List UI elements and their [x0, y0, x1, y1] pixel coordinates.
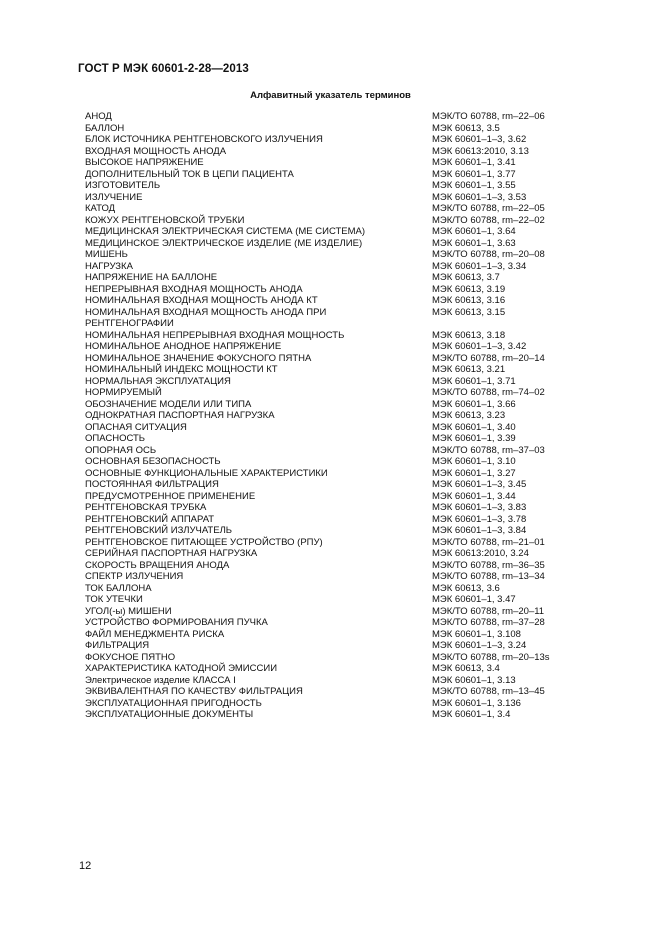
index-reference: МЭК 60601–1, 3.41	[432, 157, 516, 168]
index-entry	[85, 675, 585, 687]
term-index	[85, 111, 585, 721]
index-entry	[85, 514, 585, 526]
index-reference: МЭК 60601–1, 3.39	[432, 433, 516, 444]
index-term: ЭКСПЛУАТАЦИОННАЯ ПРИГОДНОСТЬ	[85, 697, 262, 709]
index-reference: МЭК/ТО 60788, rm–13–45	[432, 686, 545, 697]
index-entry	[85, 456, 585, 468]
index-reference: МЭК/ТО 60788, rm–22–05	[432, 203, 545, 214]
index-entry	[85, 249, 585, 261]
index-reference: МЭК 60601–1, 3.108	[432, 628, 521, 640]
index-term: ВЫСОКОЕ НАПРЯЖЕНИЕ	[85, 157, 204, 168]
index-term: ДОПОЛНИТЕЛЬНЫЙ ТОК В ЦЕПИ ПАЦИЕНТА	[85, 168, 294, 180]
index-term: АНОД	[85, 111, 112, 122]
index-reference: МЭК 60601–1, 3.66	[432, 398, 516, 410]
index-term: НОМИНАЛЬНЫЙ ИНДЕКС МОЩНОСТИ КТ	[85, 364, 278, 375]
index-entry	[85, 272, 585, 284]
index-reference: МЭК 60601–1–3, 3.24	[432, 640, 527, 651]
index-reference: МЭК 60601–1–3, 3.45	[432, 479, 527, 490]
index-entry	[85, 364, 585, 376]
index-reference: МЭК 60613, 3.21	[432, 364, 506, 375]
index-entry	[85, 560, 585, 572]
index-entry	[85, 238, 585, 250]
index-reference: МЭК 60601–1–3, 3.84	[432, 525, 527, 536]
index-entry	[85, 215, 585, 227]
index-entry	[85, 640, 585, 652]
index-term: ЭКВИВАЛЕНТНАЯ ПО КАЧЕСТВУ ФИЛЬТРАЦИЯ	[85, 686, 303, 697]
index-entry	[85, 422, 585, 434]
index-term: НАПРЯЖЕНИЕ НА БАЛЛОНЕ	[85, 272, 218, 283]
index-entry	[85, 594, 585, 606]
index-term: КОЖУХ РЕНТГЕНОВСКОЙ ТРУБКИ	[85, 214, 245, 226]
index-entry	[85, 491, 585, 503]
index-reference: МЭК/ТО 60788, rm–20–14	[432, 352, 545, 364]
index-reference: МЭК/ТО 60788, rm–74–02	[432, 387, 545, 398]
index-term: ОПАСНАЯ СИТУАЦИЯ	[85, 421, 187, 433]
index-reference: МЭК/ТО 60788, rm–20–11	[432, 605, 545, 617]
index-entry	[85, 387, 585, 399]
index-reference: МЭК 60601–1, 3.71	[432, 375, 516, 387]
index-reference: МЭК 60613, 3.7	[432, 272, 500, 283]
index-term: ПРЕДУСМОТРЕННОЕ ПРИМЕНЕНИЕ	[85, 490, 256, 502]
index-reference: МЭК 60601–1, 3.10	[432, 456, 516, 467]
index-reference: МЭК 60601–1, 3.77	[432, 168, 516, 180]
index-entry	[85, 537, 585, 549]
index-reference: МЭК/ТО 60788, rm–37–28	[432, 617, 545, 628]
index-entry	[85, 617, 585, 629]
index-reference: МЭК 60613, 3.18	[432, 329, 506, 341]
index-reference: МЭК 60613:2010, 3.24	[432, 548, 529, 559]
index-entry	[85, 479, 585, 491]
page-number: 12	[79, 860, 92, 872]
index-term: СЕРИЙНАЯ ПАСПОРТНАЯ НАГРУЗКА	[85, 548, 258, 559]
index-term: ФАЙЛ МЕНЕДЖМЕНТА РИСКА	[85, 628, 225, 640]
index-entry	[85, 468, 585, 480]
index-entry	[85, 548, 585, 560]
index-term: ИЗГОТОВИТЕЛЬ	[85, 180, 161, 191]
index-term: КАТОД	[85, 203, 116, 214]
index-reference: МЭК/ТО 60788, rm–21–01	[432, 536, 545, 548]
index-entry	[85, 111, 585, 123]
index-reference: МЭК 60601–1–3, 3.34	[432, 260, 527, 272]
index-reference: МЭК 60613:2010, 3.13	[432, 145, 529, 157]
index-entry	[85, 157, 585, 169]
index-reference: МЭК 60601–1, 3.63	[432, 237, 516, 249]
index-reference: МЭК 60601–1, 3.27	[432, 467, 516, 479]
index-term: РЕНТГЕНОВСКИЙ АППАРАТ	[85, 513, 215, 525]
index-term: МЕДИЦИНСКАЯ ЭЛЕКТРИЧЕСКАЯ СИСТЕМА (МЕ СИСТЕМА)	[85, 226, 366, 237]
index-entry	[85, 261, 585, 273]
index-term: Электрическое изделие КЛАССА I	[85, 674, 236, 686]
index-entry	[85, 663, 585, 675]
index-term: СПЕКТР ИЗЛУЧЕНИЯ	[85, 571, 184, 582]
index-entry	[85, 502, 585, 514]
index-entry	[85, 376, 585, 388]
index-term: ОДНОКРАТНАЯ ПАСПОРТНАЯ НАГРУЗКА	[85, 410, 275, 421]
index-term: ФИЛЬТРАЦИЯ	[85, 640, 150, 651]
index-term: НОМИНАЛЬНАЯ ВХОДНАЯ МОЩНОСТЬ АНОДА ПРИ РЕНТГЕНОГРАФИИ	[85, 306, 327, 329]
index-term: НОМИНАЛЬНОЕ АНОДНОЕ НАПРЯЖЕНИЕ	[85, 341, 282, 352]
index-term: БАЛЛОН	[85, 122, 125, 134]
index-reference: МЭК 60613, 3.19	[432, 283, 506, 295]
index-term: ИЗЛУЧЕНИЕ	[85, 191, 143, 203]
index-entry	[85, 295, 585, 307]
index-entry	[85, 410, 585, 422]
index-reference: МЭК/ТО 60788, rm–37–03	[432, 444, 545, 456]
index-reference: МЭК/ТО 60788, rm–13–34	[432, 571, 545, 582]
index-reference: МЭК 60613, 3.15	[432, 306, 506, 318]
index-reference: МЭК 60613, 3.5	[432, 122, 500, 134]
index-entry	[85, 709, 585, 721]
index-term: ФОКУСНОЕ ПЯТНО	[85, 651, 176, 663]
index-reference: МЭК 60613, 3.6	[432, 582, 500, 594]
index-term: ЭКСПЛУАТАЦИОННЫЕ ДОКУМЕНТЫ	[85, 709, 254, 720]
index-term: НОМИНАЛЬНАЯ ВХОДНАЯ МОЩНОСТЬ АНОДА КТ	[85, 295, 318, 306]
index-reference: МЭК 60601–1–3, 3.42	[432, 341, 527, 352]
index-reference: МЭК/ТО 60788, rm–36–35	[432, 559, 545, 571]
index-term: НЕПРЕРЫВНАЯ ВХОДНАЯ МОЩНОСТЬ АНОДА	[85, 283, 303, 295]
index-term: ОСНОВНАЯ БЕЗОПАСНОСТЬ	[85, 456, 221, 467]
index-term: ОПОРНАЯ ОСЬ	[85, 444, 157, 456]
index-term: НАГРУЗКА	[85, 260, 133, 272]
index-reference: МЭК 60601–1–3, 3.53	[432, 191, 527, 203]
index-reference: МЭК 60601–1, 3.55	[432, 180, 516, 191]
index-term: РЕНТГЕНОВСКАЯ ТРУБКА	[85, 502, 207, 513]
index-entry	[85, 698, 585, 710]
index-entry	[85, 134, 585, 146]
index-entry	[85, 226, 585, 238]
index-term: НОРМАЛЬНАЯ ЭКСПЛУАТАЦИЯ	[85, 375, 231, 387]
index-entry	[85, 307, 585, 330]
index-term: МЕДИЦИНСКОЕ ЭЛЕКТРИЧЕСКОЕ ИЗДЕЛИЕ (МЕ ИЗДЕЛИЕ)	[85, 237, 363, 249]
index-entry	[85, 203, 585, 215]
index-term: БЛОК ИСТОЧНИКА РЕНТГЕНОВСКОГО ИЗЛУЧЕНИЯ	[85, 134, 323, 145]
index-entry	[85, 284, 585, 296]
index-term: НОМИНАЛЬНОЕ ЗНАЧЕНИЕ ФОКУСНОГО ПЯТНА	[85, 352, 312, 364]
index-term: УСТРОЙСТВО ФОРМИРОВАНИЯ ПУЧКА	[85, 617, 268, 628]
index-entry	[85, 629, 585, 641]
index-term: ПОСТОЯННАЯ ФИЛЬТРАЦИЯ	[85, 479, 219, 490]
index-term: РЕНТГЕНОВСКОЕ ПИТАЮЩЕЕ УСТРОЙСТВО (РПУ)	[85, 536, 323, 548]
index-term: ТОК УТЕЧКИ	[85, 594, 143, 605]
index-entry	[85, 353, 585, 365]
index-reference: МЭК/ТО 60788, rm–20–08	[432, 249, 545, 260]
index-entry	[85, 180, 585, 192]
index-entry	[85, 445, 585, 457]
index-reference: МЭК 60601–1–3, 3.62	[432, 134, 527, 145]
index-reference: МЭК 60601–1, 3.4	[432, 709, 511, 720]
index-reference: МЭК/ТО 60788, rm–22–02	[432, 214, 545, 226]
index-term: ВХОДНАЯ МОЩНОСТЬ АНОДА	[85, 145, 227, 157]
index-term: ТОК БАЛЛОНА	[85, 582, 152, 594]
index-term: РЕНТГЕНОВСКИЙ ИЗЛУЧАТЕЛЬ	[85, 525, 233, 536]
document-header: ГОСТ Р МЭК 60601-2-28—2013	[78, 63, 249, 75]
index-entry	[85, 571, 585, 583]
index-entry	[85, 146, 585, 158]
index-entry	[85, 686, 585, 698]
index-reference: МЭК 60613, 3.16	[432, 295, 506, 306]
index-reference: МЭК/ТО 60788, rm–22–06	[432, 111, 545, 122]
index-reference: МЭК 60601–1–3, 3.78	[432, 513, 527, 525]
index-reference: МЭК 60601–1–3, 3.83	[432, 502, 527, 513]
index-reference: МЭК 60601–1, 3.40	[432, 421, 516, 433]
index-entry	[85, 525, 585, 537]
index-reference: МЭК/ТО 60788, rm–20–13s	[432, 651, 550, 663]
index-reference: МЭК 60601–1, 3.47	[432, 594, 516, 605]
index-entry	[85, 169, 585, 181]
index-entry	[85, 583, 585, 595]
index-title: Алфавитный указатель терминов	[250, 90, 411, 101]
index-entry	[85, 606, 585, 618]
index-term: ОСНОВНЫЕ ФУНКЦИОНАЛЬНЫЕ ХАРАКТЕРИСТИКИ	[85, 467, 328, 479]
index-entry	[85, 341, 585, 353]
index-reference: МЭК 60601–1, 3.44	[432, 490, 516, 502]
index-entry	[85, 123, 585, 135]
index-term: СКОРОСТЬ ВРАЩЕНИЯ АНОДА	[85, 559, 230, 571]
index-term: УГОЛ(-ы) МИШЕНИ	[85, 605, 172, 617]
index-entry	[85, 652, 585, 664]
index-reference: МЭК 60601–1, 3.13	[432, 674, 516, 686]
index-reference: МЭК 60613, 3.23	[432, 410, 506, 421]
index-reference: МЭК 60601–1, 3.64	[432, 226, 516, 237]
index-entry	[85, 330, 585, 342]
index-reference: МЭК 60601–1, 3.136	[432, 697, 521, 709]
index-entry	[85, 399, 585, 411]
index-term: НОМИНАЛЬНАЯ НЕПРЕРЫВНАЯ ВХОДНАЯ МОЩНОСТЬ	[85, 329, 345, 341]
index-entry	[85, 433, 585, 445]
index-reference: МЭК 60613, 3.4	[432, 663, 500, 674]
index-term: ОПАСНОСТЬ	[85, 433, 146, 444]
index-term: ХАРАКТЕРИСТИКА КАТОДНОЙ ЭМИССИИ	[85, 663, 278, 674]
index-term: МИШЕНЬ	[85, 249, 128, 260]
index-entry	[85, 192, 585, 204]
index-term: НОРМИРУЕМЫЙ	[85, 387, 162, 398]
index-term: ОБОЗНАЧЕНИЕ МОДЕЛИ ИЛИ ТИПА	[85, 398, 252, 410]
